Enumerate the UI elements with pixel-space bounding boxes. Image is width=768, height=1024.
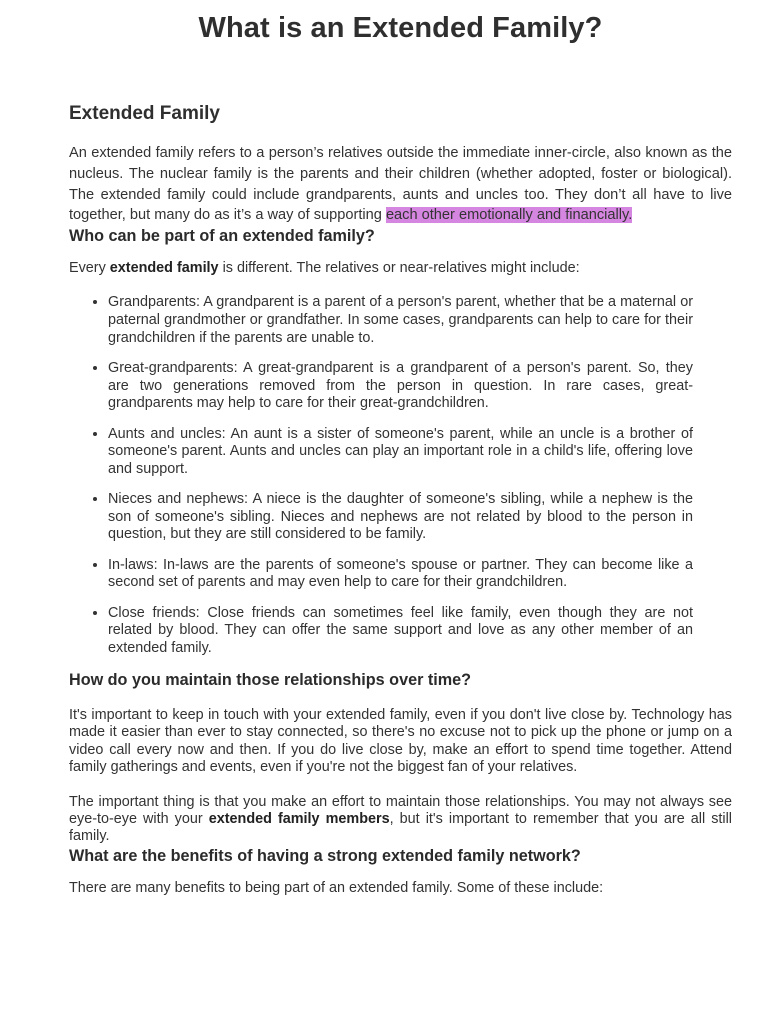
benefits-lead-paragraph: There are many benefits to being part of an extended family. Some of these include: — [69, 879, 604, 896]
list-item-nieces-nephews: • Nieces and nephews: A niece is the daughter of someone's sibling, while a nephew is the son of someone's sibling. Nieces and nephews are not related by blood to the person in question, but they are still considered to be family. — [108, 491, 693, 544]
list-item-great-grandparents: • Great-grandparents: A great-grandparent is a grandparent of a person's parent. So, they are two generations removed from the person in question. In rare cases, great-grandparents may help to care for their great-grandchildren. — [108, 360, 693, 413]
benefits-heading: What are the benefits of having a strong extended family network? — [69, 846, 581, 865]
document-title: What is an Extended Family? — [198, 12, 603, 44]
maintain-paragraph-1: It's important to keep in touch with your extended family, even if you don't live close by. Technology has made it easier than ever to stay connected, so there's no excuse not to pick up the phone or jump on a video call every now and then. If you do live close by, make an effort to spend time together. Attend family gatherings and events, even if you're not the biggest fan of your relatives. — [69, 707, 732, 775]
intro-paragraph — [69, 143, 732, 226]
maintain-paragraph-2 — [69, 794, 732, 846]
who-lead-text: Every — [69, 260, 110, 277]
maintain-p2-bold: extended family members — [208, 811, 390, 828]
who-lead-text-end: is different. The relatives or near-relatives might include: — [218, 260, 580, 277]
relatives-list — [69, 294, 693, 657]
highlighted-text: each other emotionally and financially. — [385, 207, 633, 224]
list-item-close-friends: • Close friends: Close friends can sometimes feel like family, even though they are not related by blood. They can offer the same support and love as any other member of an extended family. — [108, 605, 693, 658]
section-title: Extended Family — [69, 103, 220, 124]
list-item-aunts-uncles: • Aunts and uncles: An aunt is a sister of someone's parent, while an uncle is a brother of someone's parent. Aunts and uncles can play an important role in a child's life, offering love and support. — [108, 426, 693, 479]
list-item-grandparents: • Grandparents: A grandparent is a parent of a person's parent, whether that be a maternal or paternal grandmother or grandfather. In some cases, grandparents can help to care for their grandchildren if the parents are unable to. — [108, 294, 693, 347]
document-page — [69, 0, 732, 897]
who-lead-bold: extended family — [109, 260, 219, 277]
maintain-p2-text: The important thing is that you make an effort to maintain those relationships. You may not always see eye-to-eye with your — [69, 794, 732, 828]
who-lead-paragraph — [69, 260, 732, 277]
maintain-heading: How do you maintain those relationships over time? — [69, 671, 472, 690]
list-item-in-laws: • In-laws: In-laws are the parents of someone's spouse or partner. They can become like a second set of parents and may even help to care for their grandchildren. — [108, 557, 693, 592]
who-heading: Who can be part of an extended family? — [69, 227, 375, 246]
intro-text: An extended family refers to a person’s relatives outside the immediate inner-circle, also known as the nucleus. The nuclear family is the parents and their children (whether adopted, foster or biological). The extended family could include grandparents, aunts and uncles too. They don’t all have to live together, but many do as it’s a way of supporting — [69, 145, 732, 224]
maintain-p2-text-end: , but it's important to remember that you are all still family. — [69, 811, 733, 845]
